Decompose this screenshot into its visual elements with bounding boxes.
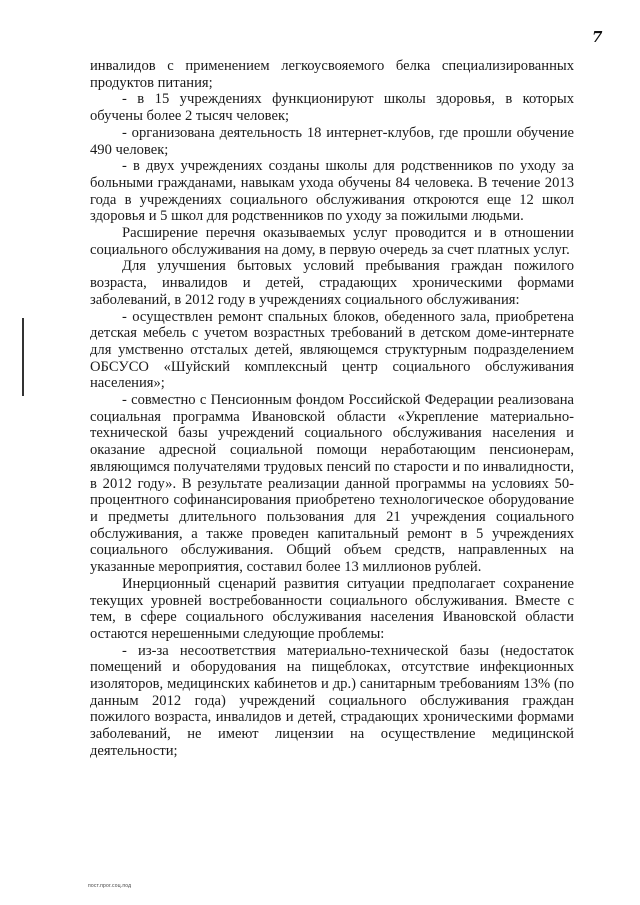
paragraph: Для улучшения бытовых условий пребывания граждан пожилого возраста, инвалидов и детей, страдающих хроническими формами заболеваний, в 2012 году в учреждениях социального обслуживания: [90, 258, 574, 308]
footer-file-label: пост.прог.соц.под [88, 883, 132, 889]
margin-mark [22, 318, 24, 396]
paragraph: - из-за несоответствия материально-технической базы (недостаток помещений и оборудования на пищеблоках, отсутствие инфекционных изоляторов, медицинских кабинетов и др.) санитарным требованиям 13% (по данным 2012 года) учреждений социального обслуживания граждан пожилого возраста, инвалидов и детей, страдающих хроническими формами заболеваний, не имеют лицензии на осуществление медицинской деятельности; [90, 642, 574, 759]
paragraph: Инерционный сценарий развития ситуации предполагает сохранение текущих уровней востребованности социального обслуживания. Вместе с тем, в сфере социального обслуживания населения Ивановской области остаются нерешенными следующие проблемы: [90, 575, 574, 642]
paragraph: - осуществлен ремонт спальных блоков, обеденного зала, приобретена детская мебель с учетом возрастных требований в детском доме-интернате для умственно отсталых детей, являющемся структурным подразделением ОБСУСО «Шуйский комплексный центр социального обслуживания населения»; [90, 308, 574, 392]
paragraph: - совместно с Пенсионным фондом Российской Федерации реализована социальная программа Ивановской области «Укрепление материально-технической базы учреждений социального обслуживания населения и оказание адресной социальной помощи неработающим пенсионерам, являющимся получателями трудовых пенсий по старости и по инвалидности, в 2012 году». В результате реализации данной программы на условиях 50-процентного софинансирования приобретено технологическое оборудование и предметы длительного пользования для 21 учреждения социального обслуживания, а также проведен капитальный ремонт в 5 учреждениях социального обслуживания. Общий объем средств, направленных на указанные мероприятия, составил более 13 миллионов рублей. [90, 392, 574, 576]
paragraph: - в 15 учреждениях функционируют школы здоровья, в которых обучены более 2 тысяч человек; [90, 91, 574, 125]
paragraph: инвалидов с применением легкоусвояемого белка специализированных продуктов питания; [90, 58, 574, 91]
page-number: 7 [592, 28, 603, 46]
document-body [90, 58, 574, 760]
paragraph: Расширение перечня оказываемых услуг проводится и в отношении социального обслуживания на дому, в первую очередь за счет платных услуг. [90, 225, 574, 258]
paragraph: - организована деятельность 18 интернет-клубов, где прошли обучение 490 человек; [90, 124, 574, 158]
paragraph: - в двух учреждениях созданы школы для родственников по уходу за больными гражданами, навыкам ухода обучены 84 человека. В течение 2013 года в учреждениях социального обслуживания откроются еще 12 школ здоровья и 5 школ для родственников по уходу за пожилыми людьми. [90, 158, 574, 225]
